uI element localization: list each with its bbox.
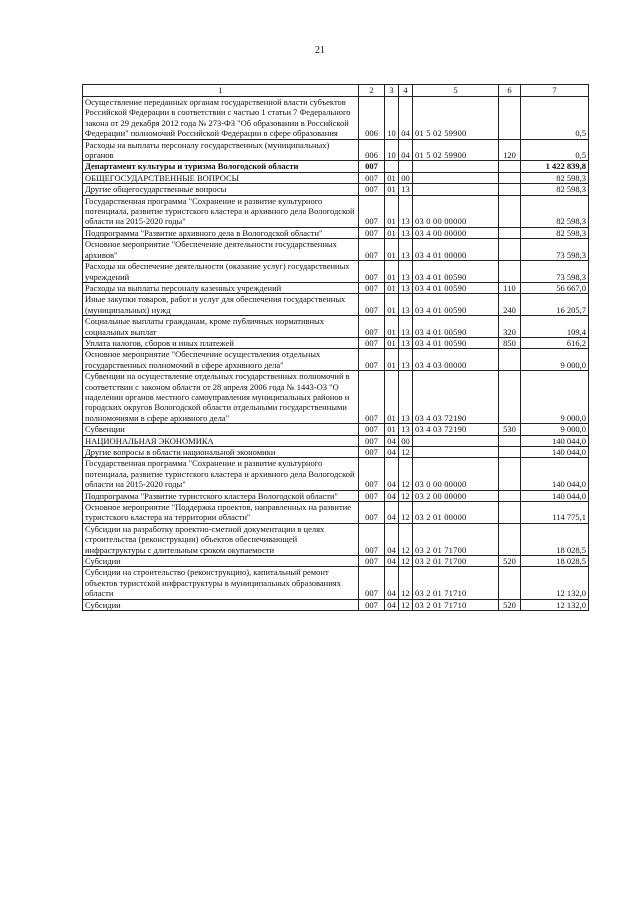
row-subsection-code: 12 bbox=[399, 599, 413, 610]
row-target-article bbox=[413, 447, 499, 458]
row-amount: 73 598,3 bbox=[521, 239, 589, 261]
row-amount: 140 044,0 bbox=[521, 447, 589, 458]
row-subsection-code: 12 bbox=[399, 556, 413, 567]
row-name: Департамент культуры и туризма Вологодской области bbox=[83, 161, 359, 172]
row-amount: 82 598,3 bbox=[521, 227, 589, 238]
row-name: Государственная программа "Сохранение и развитие культурного потенциала, развитие туристского кластера и архивного дела Вологодской области на 2015-2020 годы" bbox=[83, 195, 359, 227]
row-target-article: 03 4 01 00590 bbox=[413, 337, 499, 348]
header-cell: 4 bbox=[399, 85, 413, 97]
row-ministry-code: 007 bbox=[359, 227, 385, 238]
row-subsection-code: 12 bbox=[399, 458, 413, 490]
row-name: Подпрограмма "Развитие архивного дела в Вологодской области" bbox=[83, 227, 359, 238]
row-ministry-code: 007 bbox=[359, 599, 385, 610]
row-amount: 109,4 bbox=[521, 316, 589, 338]
row-expense-type bbox=[499, 97, 521, 140]
row-amount: 73 598,3 bbox=[521, 261, 589, 283]
row-target-article: 03 4 01 00590 bbox=[413, 261, 499, 283]
row-name: Субсидии на строительство (реконструкцию), капитальный ремонт объектов туристской инфраструктуры в муниципальных образованиях области bbox=[83, 567, 359, 599]
row-ministry-code: 007 bbox=[359, 195, 385, 227]
row-ministry-code: 007 bbox=[359, 161, 385, 172]
header-cell: 7 bbox=[521, 85, 589, 97]
row-ministry-code: 007 bbox=[359, 316, 385, 338]
row-target-article: 03 2 01 71710 bbox=[413, 599, 499, 610]
row-section-code: 01 bbox=[385, 261, 399, 283]
row-subsection-code bbox=[399, 161, 413, 172]
row-target-article: 03 4 03 00000 bbox=[413, 349, 499, 371]
row-expense-type bbox=[499, 502, 521, 524]
row-subsection-code: 13 bbox=[399, 294, 413, 316]
row-target-article: 03 4 03 72190 bbox=[413, 424, 499, 435]
header-cell: 6 bbox=[499, 85, 521, 97]
row-subsection-code: 13 bbox=[399, 371, 413, 424]
table-row bbox=[83, 161, 589, 172]
row-name: Осуществление переданных органам государственной власти субъектов Российской Федерации в соответствии с частью 1 статьи 7 Федерального закона от 29 декабря 2012 года № 273-ФЗ "Об образовании в Российской Федерации" полномочий Российской Федерации в сфере образования bbox=[83, 97, 359, 140]
row-section-code bbox=[385, 161, 399, 172]
row-amount: 82 598,3 bbox=[521, 195, 589, 227]
row-name: Государственная программа "Сохранение и развитие культурного потенциала, развитие туристского кластера и архивного дела Вологодской области на 2015-2020 годы" bbox=[83, 458, 359, 490]
row-name: Субвенции на осуществление отдельных государственных полномочий в соответствии с законом области от 28 апреля 2006 года № 1443-ОЗ "О наделении органов местного самоуправления муниципальных районов и городских округов Вологодской области отдельными государственными полномочиями в сфере архивного дела" bbox=[83, 371, 359, 424]
row-name: ОБЩЕГОСУДАРСТВЕННЫЕ ВОПРОСЫ bbox=[83, 172, 359, 183]
row-name: Основное мероприятие "Поддержка проектов, направленных на развитие туристского кластера на территории области" bbox=[83, 502, 359, 524]
row-expense-type: 530 bbox=[499, 424, 521, 435]
row-expense-type: 240 bbox=[499, 294, 521, 316]
row-amount: 9 000,0 bbox=[521, 424, 589, 435]
row-section-code: 04 bbox=[385, 567, 399, 599]
row-amount: 18 028,5 bbox=[521, 556, 589, 567]
row-expense-type: 520 bbox=[499, 599, 521, 610]
row-amount: 140 044,0 bbox=[521, 490, 589, 501]
table-row bbox=[83, 172, 589, 183]
row-name: Другие общегосударственные вопросы bbox=[83, 184, 359, 195]
row-subsection-code: 12 bbox=[399, 523, 413, 555]
row-expense-type bbox=[499, 523, 521, 555]
row-section-code: 01 bbox=[385, 371, 399, 424]
row-target-article: 03 2 00 00000 bbox=[413, 490, 499, 501]
row-target-article bbox=[413, 435, 499, 446]
row-amount: 9 000,0 bbox=[521, 371, 589, 424]
row-name: Субсидии bbox=[83, 556, 359, 567]
table-row bbox=[83, 556, 589, 567]
row-subsection-code: 04 bbox=[399, 139, 413, 161]
row-section-code: 10 bbox=[385, 139, 399, 161]
row-ministry-code: 007 bbox=[359, 567, 385, 599]
row-name: Расходы на выплаты персоналу государственных (муниципальных) органов bbox=[83, 139, 359, 161]
row-target-article: 03 2 01 71710 bbox=[413, 567, 499, 599]
row-ministry-code: 007 bbox=[359, 458, 385, 490]
row-expense-type bbox=[499, 261, 521, 283]
row-subsection-code: 13 bbox=[399, 184, 413, 195]
row-ministry-code: 007 bbox=[359, 424, 385, 435]
table-row bbox=[83, 447, 589, 458]
row-ministry-code: 007 bbox=[359, 502, 385, 524]
row-section-code: 01 bbox=[385, 227, 399, 238]
row-amount: 16 205,7 bbox=[521, 294, 589, 316]
row-amount: 82 598,3 bbox=[521, 172, 589, 183]
row-expense-type bbox=[499, 371, 521, 424]
row-expense-type bbox=[499, 447, 521, 458]
row-section-code: 01 bbox=[385, 316, 399, 338]
row-target-article: 03 2 01 71700 bbox=[413, 556, 499, 567]
table-row bbox=[83, 294, 589, 316]
row-ministry-code: 007 bbox=[359, 261, 385, 283]
row-section-code: 04 bbox=[385, 599, 399, 610]
row-target-article: 03 4 01 00590 bbox=[413, 294, 499, 316]
row-section-code: 01 bbox=[385, 239, 399, 261]
row-ministry-code: 007 bbox=[359, 523, 385, 555]
row-target-article: 03 4 00 00000 bbox=[413, 227, 499, 238]
row-name: Социальные выплаты гражданам, кроме публичных нормативных социальных выплат bbox=[83, 316, 359, 338]
page-number: 21 bbox=[315, 45, 325, 56]
row-expense-type bbox=[499, 227, 521, 238]
row-ministry-code: 007 bbox=[359, 337, 385, 348]
table-row bbox=[83, 97, 589, 140]
row-amount: 0,5 bbox=[521, 139, 589, 161]
row-subsection-code: 13 bbox=[399, 282, 413, 293]
table-row bbox=[83, 458, 589, 490]
row-name: Субсидии bbox=[83, 599, 359, 610]
row-section-code: 04 bbox=[385, 523, 399, 555]
row-ministry-code: 006 bbox=[359, 139, 385, 161]
row-expense-type bbox=[499, 435, 521, 446]
row-section-code: 01 bbox=[385, 282, 399, 293]
row-expense-type bbox=[499, 567, 521, 599]
row-ministry-code: 007 bbox=[359, 435, 385, 446]
table-row bbox=[83, 139, 589, 161]
row-expense-type: 320 bbox=[499, 316, 521, 338]
row-amount: 140 044,0 bbox=[521, 458, 589, 490]
table-row bbox=[83, 349, 589, 371]
row-subsection-code: 12 bbox=[399, 567, 413, 599]
row-target-article: 03 4 03 72190 bbox=[413, 371, 499, 424]
row-expense-type bbox=[499, 172, 521, 183]
row-ministry-code: 007 bbox=[359, 349, 385, 371]
row-name: Основное мероприятие "Обеспечение деятельности государственных архивов" bbox=[83, 239, 359, 261]
row-amount: 56 667,0 bbox=[521, 282, 589, 293]
row-amount: 82 598,3 bbox=[521, 184, 589, 195]
row-name: Другие вопросы в области национальной экономики bbox=[83, 447, 359, 458]
row-ministry-code: 007 bbox=[359, 172, 385, 183]
row-expense-type bbox=[499, 161, 521, 172]
row-section-code: 01 bbox=[385, 424, 399, 435]
table-row bbox=[83, 239, 589, 261]
row-target-article: 03 0 00 00000 bbox=[413, 195, 499, 227]
header-cell: 2 bbox=[359, 85, 385, 97]
row-target-article: 01 5 02 59900 bbox=[413, 97, 499, 140]
row-target-article: 03 2 01 71700 bbox=[413, 523, 499, 555]
row-name: Расходы на выплаты персоналу казенных учреждений bbox=[83, 282, 359, 293]
row-target-article: 03 4 01 00000 bbox=[413, 239, 499, 261]
budget-table bbox=[82, 84, 589, 611]
row-section-code: 01 bbox=[385, 195, 399, 227]
table-row bbox=[83, 502, 589, 524]
row-section-code: 04 bbox=[385, 447, 399, 458]
row-ministry-code: 007 bbox=[359, 184, 385, 195]
row-name: Расходы на обеспечение деятельности (оказание услуг) государственных учреждений bbox=[83, 261, 359, 283]
row-amount: 140 044,0 bbox=[521, 435, 589, 446]
row-amount: 616,2 bbox=[521, 337, 589, 348]
row-name: Уплата налогов, сборов и иных платежей bbox=[83, 337, 359, 348]
row-expense-type: 110 bbox=[499, 282, 521, 293]
row-section-code: 01 bbox=[385, 337, 399, 348]
row-amount: 9 000,0 bbox=[521, 349, 589, 371]
row-expense-type: 520 bbox=[499, 556, 521, 567]
row-ministry-code: 007 bbox=[359, 371, 385, 424]
row-subsection-code: 13 bbox=[399, 316, 413, 338]
row-expense-type bbox=[499, 349, 521, 371]
row-ministry-code: 007 bbox=[359, 447, 385, 458]
row-section-code: 01 bbox=[385, 184, 399, 195]
row-target-article: 03 4 01 00590 bbox=[413, 282, 499, 293]
table-row bbox=[83, 435, 589, 446]
row-subsection-code: 12 bbox=[399, 502, 413, 524]
row-amount: 18 028,5 bbox=[521, 523, 589, 555]
row-subsection-code: 13 bbox=[399, 195, 413, 227]
row-ministry-code: 007 bbox=[359, 239, 385, 261]
row-target-article: 01 5 02 59900 bbox=[413, 139, 499, 161]
table-row bbox=[83, 337, 589, 348]
row-section-code: 04 bbox=[385, 556, 399, 567]
row-ministry-code: 007 bbox=[359, 294, 385, 316]
row-section-code: 04 bbox=[385, 458, 399, 490]
row-target-article: 03 4 01 00590 bbox=[413, 316, 499, 338]
row-section-code: 01 bbox=[385, 172, 399, 183]
row-target-article: 03 0 00 00000 bbox=[413, 458, 499, 490]
row-subsection-code: 13 bbox=[399, 337, 413, 348]
row-ministry-code: 007 bbox=[359, 490, 385, 501]
row-expense-type bbox=[499, 490, 521, 501]
header-cell: 1 bbox=[83, 85, 359, 97]
table-row bbox=[83, 523, 589, 555]
row-name: Основное мероприятие "Обеспечение осуществления отдельных государственных полномочий в сфере архивного дела" bbox=[83, 349, 359, 371]
row-section-code: 01 bbox=[385, 349, 399, 371]
row-expense-type bbox=[499, 239, 521, 261]
table-row bbox=[83, 282, 589, 293]
row-section-code: 04 bbox=[385, 490, 399, 501]
row-subsection-code: 13 bbox=[399, 261, 413, 283]
header-cell: 3 bbox=[385, 85, 399, 97]
row-amount: 12 132,0 bbox=[521, 567, 589, 599]
table-row bbox=[83, 371, 589, 424]
row-amount: 12 132,0 bbox=[521, 599, 589, 610]
row-subsection-code: 12 bbox=[399, 447, 413, 458]
row-expense-type: 120 bbox=[499, 139, 521, 161]
table-row bbox=[83, 490, 589, 501]
table-row bbox=[83, 195, 589, 227]
row-expense-type bbox=[499, 195, 521, 227]
row-expense-type bbox=[499, 458, 521, 490]
row-name: Субсидии на разработку проектно-сметной документации в целях строительства (реконструкции) объектов обеспечивающей инфраструктуры с длительным сроком окупаемости bbox=[83, 523, 359, 555]
row-ministry-code: 006 bbox=[359, 97, 385, 140]
row-subsection-code: 00 bbox=[399, 172, 413, 183]
row-amount: 1 422 839,8 bbox=[521, 161, 589, 172]
row-expense-type: 850 bbox=[499, 337, 521, 348]
row-name: НАЦИОНАЛЬНАЯ ЭКОНОМИКА bbox=[83, 435, 359, 446]
row-subsection-code: 04 bbox=[399, 97, 413, 140]
row-subsection-code: 13 bbox=[399, 349, 413, 371]
row-amount: 114 775,1 bbox=[521, 502, 589, 524]
row-subsection-code: 13 bbox=[399, 239, 413, 261]
row-target-article bbox=[413, 184, 499, 195]
row-ministry-code: 007 bbox=[359, 556, 385, 567]
table-row bbox=[83, 261, 589, 283]
table-row bbox=[83, 184, 589, 195]
row-name: Подпрограмма "Развитие туристского кластера Вологодской области" bbox=[83, 490, 359, 501]
row-target-article bbox=[413, 172, 499, 183]
row-target-article bbox=[413, 161, 499, 172]
row-subsection-code: 13 bbox=[399, 424, 413, 435]
table-row bbox=[83, 424, 589, 435]
table-row bbox=[83, 227, 589, 238]
row-amount: 0,5 bbox=[521, 97, 589, 140]
row-expense-type bbox=[499, 184, 521, 195]
header-cell: 5 bbox=[413, 85, 499, 97]
table-row bbox=[83, 599, 589, 610]
row-target-article: 03 2 01 00000 bbox=[413, 502, 499, 524]
header-row bbox=[83, 85, 589, 97]
row-subsection-code: 00 bbox=[399, 435, 413, 446]
row-section-code: 04 bbox=[385, 435, 399, 446]
row-subsection-code: 12 bbox=[399, 490, 413, 501]
table-row bbox=[83, 316, 589, 338]
row-subsection-code: 13 bbox=[399, 227, 413, 238]
row-section-code: 01 bbox=[385, 294, 399, 316]
row-name: Иные закупки товаров, работ и услуг для обеспечения государственных (муниципальных) нужд bbox=[83, 294, 359, 316]
row-section-code: 10 bbox=[385, 97, 399, 140]
row-section-code: 04 bbox=[385, 502, 399, 524]
table-row bbox=[83, 567, 589, 599]
row-name: Субвенции bbox=[83, 424, 359, 435]
row-ministry-code: 007 bbox=[359, 282, 385, 293]
